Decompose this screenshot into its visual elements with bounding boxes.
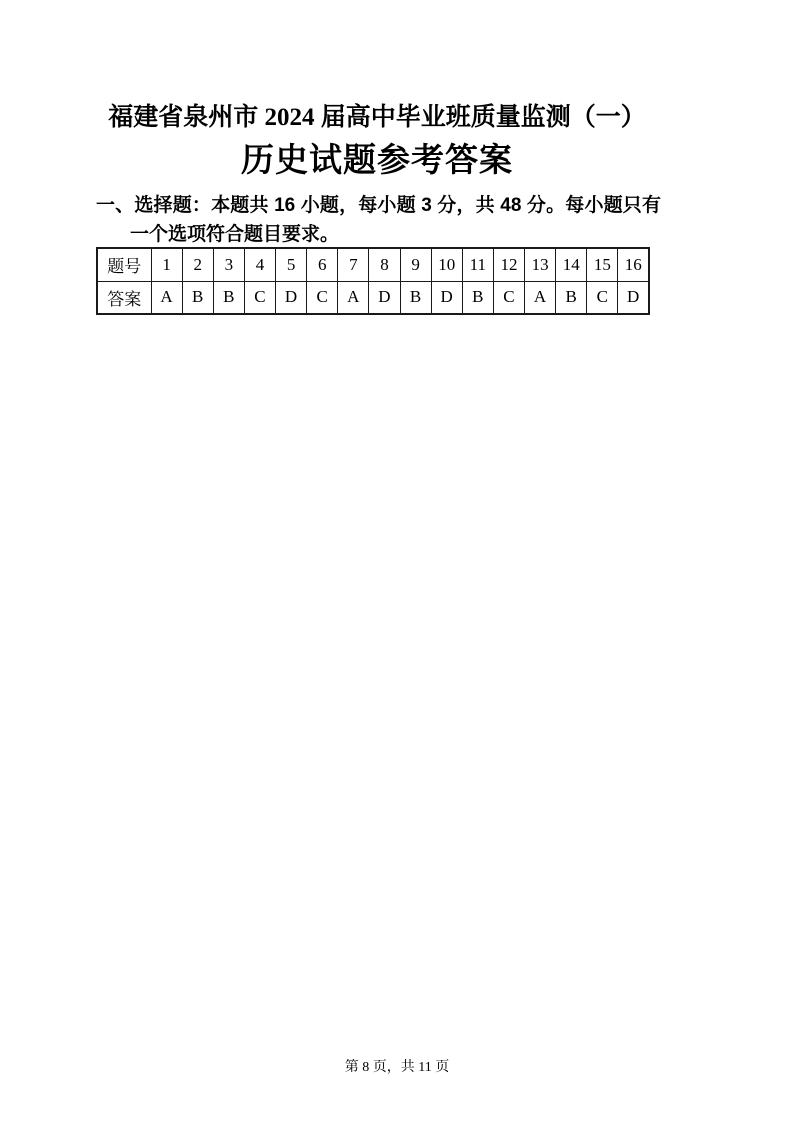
question-number-row [97,248,649,281]
answer-cell: B [556,281,587,314]
question-number-cell: 14 [556,248,587,281]
question-number-cell: 5 [276,248,307,281]
document-subtitle: 历史试题参考答案 [241,141,513,178]
multiple-choice-section-intro: 一、选择题：本题共 16 小题，每小题 3 分，共 48 分。每小题只有一个选项符合题目要求。 [96,195,661,245]
question-number-cell: 7 [338,248,369,281]
document-title: 福建省泉州市 2024 届高中毕业班质量监测（一） [108,104,646,131]
answer-cell: A [338,281,369,314]
question-number-cell: 9 [400,248,431,281]
row-label-questions: 题号 [97,248,151,281]
answer-cell: B [213,281,244,314]
answer-key-table [96,247,650,315]
answer-cell: C [307,281,338,314]
answer-cell: B [462,281,493,314]
question-number-cell: 11 [462,248,493,281]
answer-cell: B [400,281,431,314]
answer-cell: D [276,281,307,314]
question-number-cell: 2 [182,248,213,281]
answer-cell: A [151,281,182,314]
question-number-cell: 12 [493,248,524,281]
answer-cell: D [369,281,400,314]
answer-cell: C [244,281,275,314]
row-label-answers: 答案 [97,281,151,314]
answer-cell: B [182,281,213,314]
question-number-cell: 10 [431,248,462,281]
question-number-cell: 3 [213,248,244,281]
answer-cell: C [587,281,618,314]
answer-row [97,281,649,314]
question-number-cell: 13 [525,248,556,281]
question-number-cell: 6 [307,248,338,281]
question-number-cell: 16 [618,248,649,281]
answer-cell: D [618,281,649,314]
question-number-cell: 15 [587,248,618,281]
question-number-cell: 4 [244,248,275,281]
answer-cell: C [493,281,524,314]
answer-cell: A [525,281,556,314]
question-number-cell: 8 [369,248,400,281]
page-number-footer: 第 8 页，共 11 页 [344,1060,450,1075]
answer-cell: D [431,281,462,314]
question-number-cell: 1 [151,248,182,281]
